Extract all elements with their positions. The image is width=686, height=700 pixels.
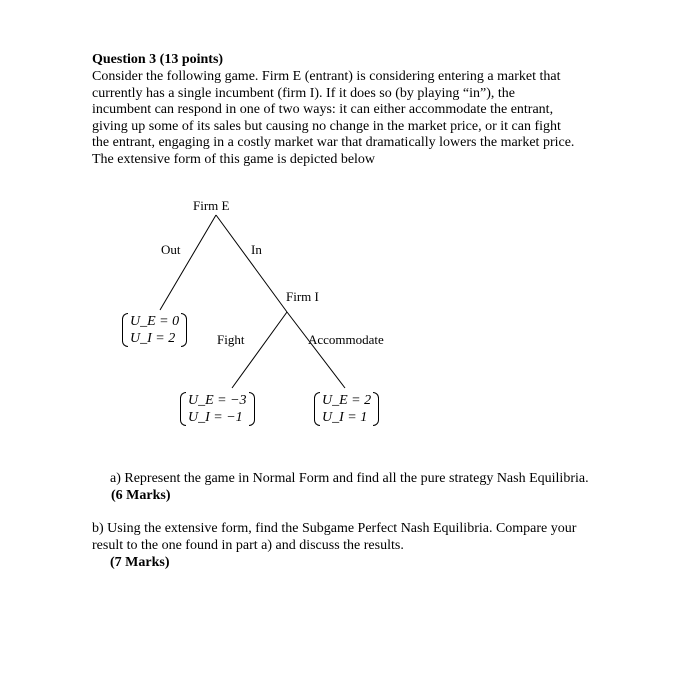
part-a (110, 470, 589, 504)
action-in-label: In (251, 242, 262, 257)
intro-line: the entrant, engaging in a costly market war that dramatically lowers the market price. (92, 135, 575, 151)
payoff-accommodate (314, 392, 379, 426)
intro-line: currently has a single incumbent (firm I). If it does so (by playing “in”), the (92, 85, 515, 101)
payoff-out (122, 313, 187, 347)
payoff-fight-ue: U_E = −3 (188, 393, 247, 408)
payoff-fight-ui: U_I = −1 (188, 410, 243, 425)
intro-line: incumbent can respond in one of two ways: it can either accommodate the entrant, (92, 102, 554, 118)
payoff-accommodate-ui: U_I = 1 (322, 410, 368, 425)
part-b-line-2: result to the one found in part a) and discuss the results. (92, 538, 404, 553)
action-out-label: Out (161, 242, 181, 257)
intro-line: giving up some of its sales but causing no change in the market price, or it can fight (92, 118, 561, 134)
part-a-text: a) Represent the game in Normal Form and find all the pure strategy Nash Equilibria. (110, 471, 589, 486)
edge-out (160, 215, 216, 310)
payoff-out-ui: U_I = 2 (130, 331, 176, 346)
payoff-out-ue: U_E = 0 (130, 314, 180, 329)
action-accommodate-label: Accommodate (308, 332, 384, 347)
intro-line: Consider the following game. Firm E (entrant) is considering entering a market that (92, 69, 561, 84)
edge-accommodate (287, 312, 345, 388)
part-b (92, 520, 576, 571)
part-b-marks: (7 Marks) (110, 555, 170, 570)
question-title: Question 3 (13 points) (92, 52, 224, 67)
payoff-fight (180, 392, 255, 426)
node-firm-e: Firm E (193, 198, 230, 213)
action-fight-label: Fight (217, 332, 245, 347)
part-b-line-1: b) Using the extensive form, find the Subgame Perfect Nash Equilibria. Compare your (92, 521, 577, 536)
payoff-accommodate-ue: U_E = 2 (322, 393, 372, 408)
edge-in (216, 215, 287, 312)
node-firm-i: Firm I (286, 289, 319, 304)
intro-line: The extensive form of this game is depicted below (92, 151, 376, 167)
edge-fight (232, 312, 287, 388)
part-a-marks: (6 Marks) (111, 488, 171, 503)
